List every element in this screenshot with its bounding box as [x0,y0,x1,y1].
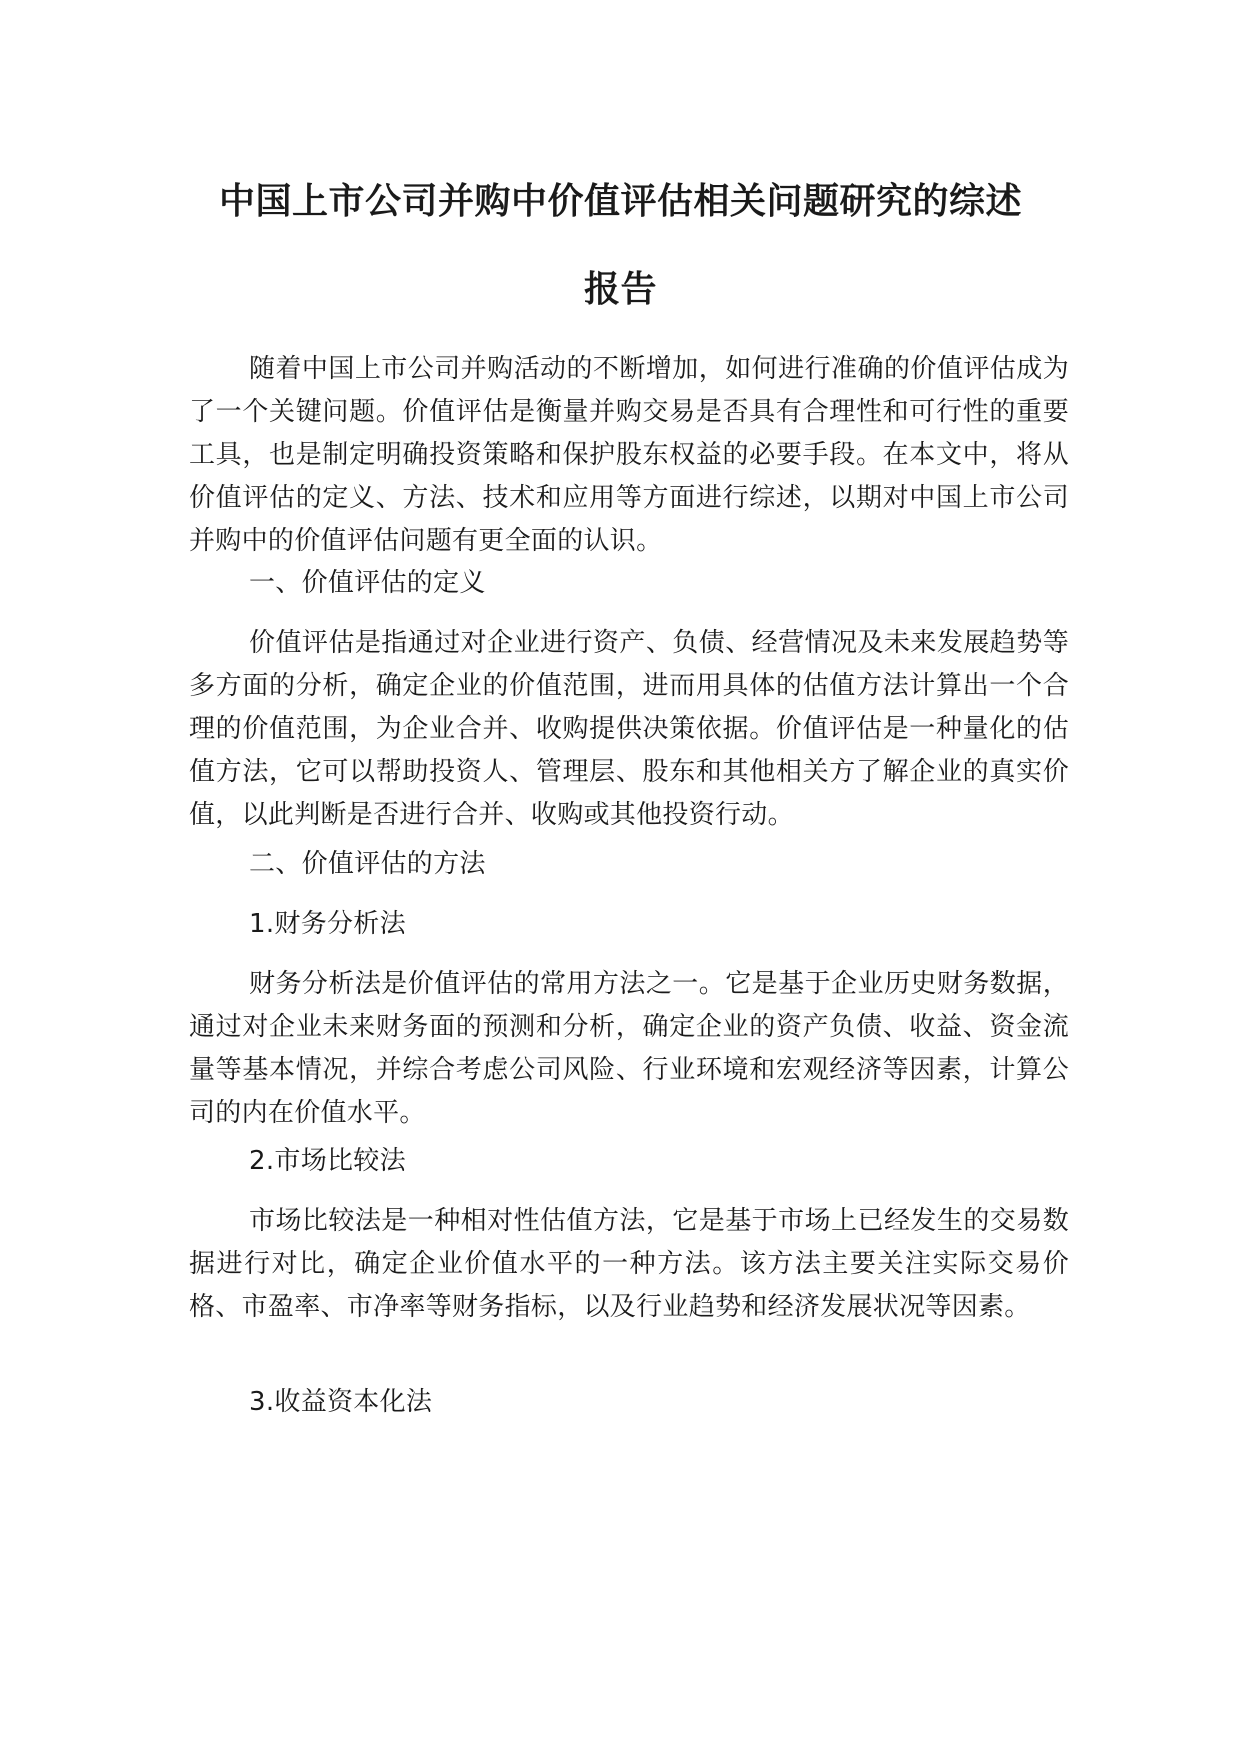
method-3-heading: 3.收益资本化法 [249,1387,433,1417]
method-1-paragraph: 财务分析法是价值评估的常用方法之一。它是基于企业历史财务数据，通过对企业未来财务面的预测和分析，确定企业的资产负债、收益、资金流量等基本情况，并综合考虑公司风险、行业环境和宏观经济等因素，计算公司的内在价值水平。 [189,969,1069,1128]
method-2-heading: 2.市场比较法 [249,1146,406,1176]
document-title-line-1: 中国上市公司并购中价值评估相关问题研究的综述 [218,181,1022,222]
section-2-heading: 二、价值评估的方法 [249,849,486,879]
method-1-heading: 1.财务分析法 [249,909,406,939]
document-title-line-2: 报告 [583,269,657,310]
intro-paragraph: 随着中国上市公司并购活动的不断增加，如何进行准确的价值评估成为了一个关键问题。价值评估是衡量并购交易是否具有合理性和可行性的重要工具，也是制定明确投资策略和保护股东权益的必要手段。在本文中，将从价值评估的定义、方法、技术和应用等方面进行综述，以期对中国上市公司并购中的价值评估问题有更全面的认识。 [189,354,1069,556]
section-1-paragraph: 价值评估是指通过对企业进行资产、负债、经营情况及未来发展趋势等多方面的分析，确定企业的价值范围，进而用具体的估值方法计算出一个合理的价值范围，为企业合并、收购提供决策依据。价值评估是一种量化的估值方法，它可以帮助投资人、管理层、股东和其他相关方了解企业的真实价值，以此判断是否进行合并、收购或其他投资行动。 [189,628,1069,830]
section-1-heading: 一、价值评估的定义 [249,568,486,598]
method-2-paragraph: 市场比较法是一种相对性估值方法，它是基于市场上已经发生的交易数据进行对比，确定企业价值水平的一种方法。该方法主要关注实际交易价格、市盈率、市净率等财务指标，以及行业趋势和经济发展状况等因素。 [189,1206,1069,1322]
